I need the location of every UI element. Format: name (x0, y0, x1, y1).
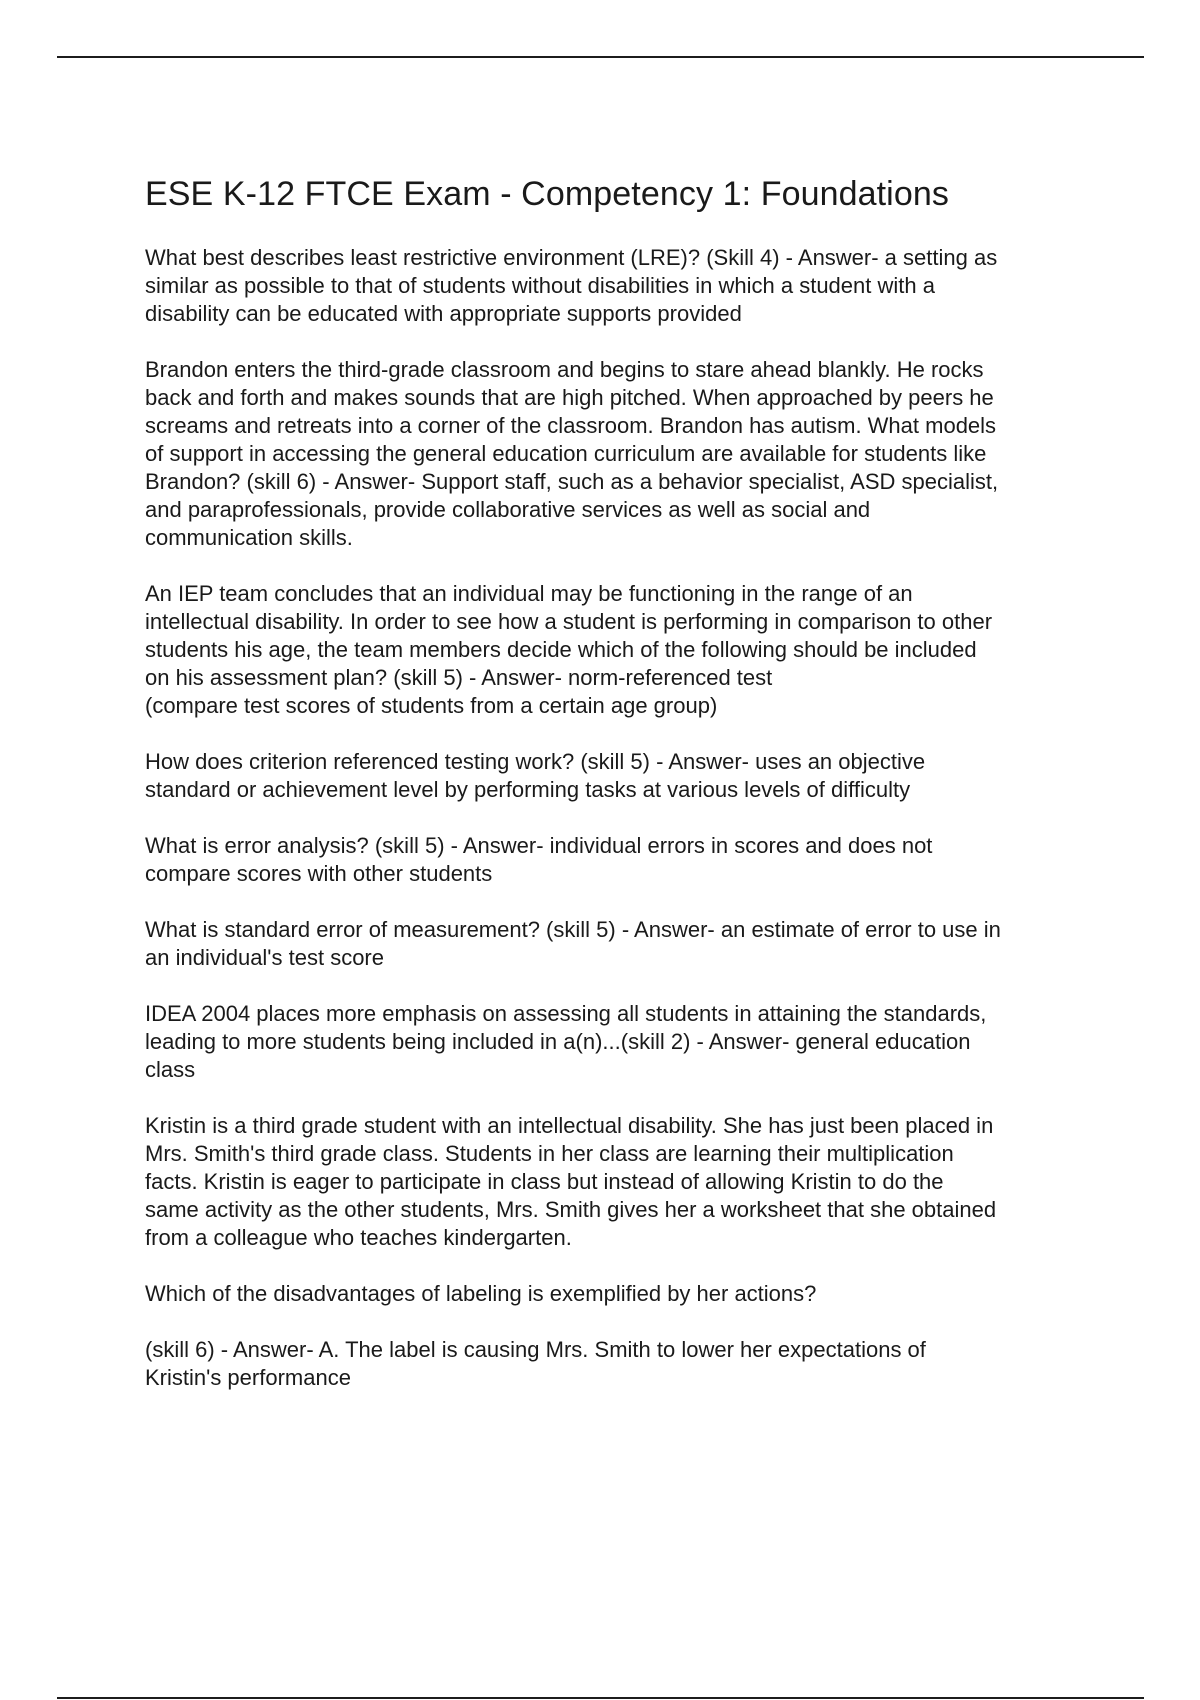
qa-list (145, 244, 1095, 1392)
paragraph-line: an individual's test score (145, 945, 384, 970)
paragraph-line: disability can be educated with appropriate supports provided (145, 301, 742, 326)
paragraph-line: back and forth and makes sounds that are high pitched. When approached by peers he (145, 385, 994, 410)
paragraph-line: screams and retreats into a corner of the classroom. Brandon has autism. What models (145, 413, 997, 438)
paragraph-line: Which of the disadvantages of labeling is exemplified by her actions? (145, 1281, 817, 1306)
paragraph-line: Kristin's performance (145, 1365, 351, 1390)
paragraph-line: facts. Kristin is eager to participate in class but instead of allowing Kristin to do the (145, 1169, 944, 1194)
paragraph-line: communication skills. (145, 525, 353, 550)
paragraph-line: standard or achievement level by performing tasks at various levels of difficulty (145, 777, 911, 802)
paragraph-line: same activity as the other students, Mrs. Smith gives her a worksheet that she obtained (145, 1197, 997, 1222)
qa-paragraph (145, 244, 1095, 328)
document-body (145, 170, 1095, 1420)
paragraph-line: What is standard error of measurement? (skill 5) - Answer- an estimate of error to use in (145, 917, 1001, 942)
document-title: ESE K-12 FTCE Exam - Competency 1: Foundations (145, 175, 949, 213)
paragraph-line: intellectual disability. In order to see how a student is performing in comparison to other (145, 609, 993, 634)
qa-paragraph (145, 748, 1095, 804)
paragraph-line: Kristin is a third grade student with an intellectual disability. She has just been placed in (145, 1113, 994, 1138)
paragraph-line: Brandon enters the third-grade classroom and begins to stare ahead blankly. He rocks (145, 357, 984, 382)
paragraph-line: (skill 6) - Answer- A. The label is causing Mrs. Smith to lower her expectations of (145, 1337, 926, 1362)
paragraph-line: (compare test scores of students from a certain age group) (145, 693, 718, 718)
paragraph-line: and paraprofessionals, provide collaborative services as well as social and (145, 497, 871, 522)
qa-paragraph (145, 1280, 1095, 1308)
paragraph-line: similar as possible to that of students without disabilities in which a student with a (145, 273, 935, 298)
paragraph-line: What best describes least restrictive environment (LRE)? (Skill 4) - Answer- a setting as (145, 245, 998, 270)
paragraph-line: IDEA 2004 places more emphasis on assessing all students in attaining the standards, (145, 1001, 987, 1026)
qa-paragraph (145, 1000, 1095, 1084)
paragraph-line: leading to more students being included in a(n)...(skill 2) - Answer- general education (145, 1029, 971, 1054)
paragraph-line: compare scores with other students (145, 861, 493, 886)
qa-paragraph (145, 356, 1095, 552)
paragraph-line: An IEP team concludes that an individual may be functioning in the range of an (145, 581, 913, 606)
paragraph-line: Mrs. Smith's third grade class. Students in her class are learning their multiplication (145, 1141, 954, 1166)
qa-paragraph (145, 832, 1095, 888)
paragraph-line: Brandon? (skill 6) - Answer- Support staff, such as a behavior specialist, ASD specialist, (145, 469, 999, 494)
paragraph-line: on his assessment plan? (skill 5) - Answer- norm-referenced test (145, 665, 773, 690)
paragraph-line: students his age, the team members decide which of the following should be included (145, 637, 977, 662)
paragraph-line: class (145, 1057, 196, 1082)
qa-paragraph (145, 1336, 1095, 1392)
top-rule (57, 56, 1144, 58)
paragraph-line: of support in accessing the general education curriculum are available for students like (145, 441, 987, 466)
qa-paragraph (145, 916, 1095, 972)
paragraph-line: How does criterion referenced testing work? (skill 5) - Answer- uses an objective (145, 749, 926, 774)
paragraph-line: from a colleague who teaches kindergarten. (145, 1225, 572, 1250)
qa-paragraph (145, 580, 1095, 720)
bottom-rule (57, 1697, 1144, 1699)
qa-paragraph (145, 1112, 1095, 1252)
paragraph-line: What is error analysis? (skill 5) - Answer- individual errors in scores and does not (145, 833, 933, 858)
